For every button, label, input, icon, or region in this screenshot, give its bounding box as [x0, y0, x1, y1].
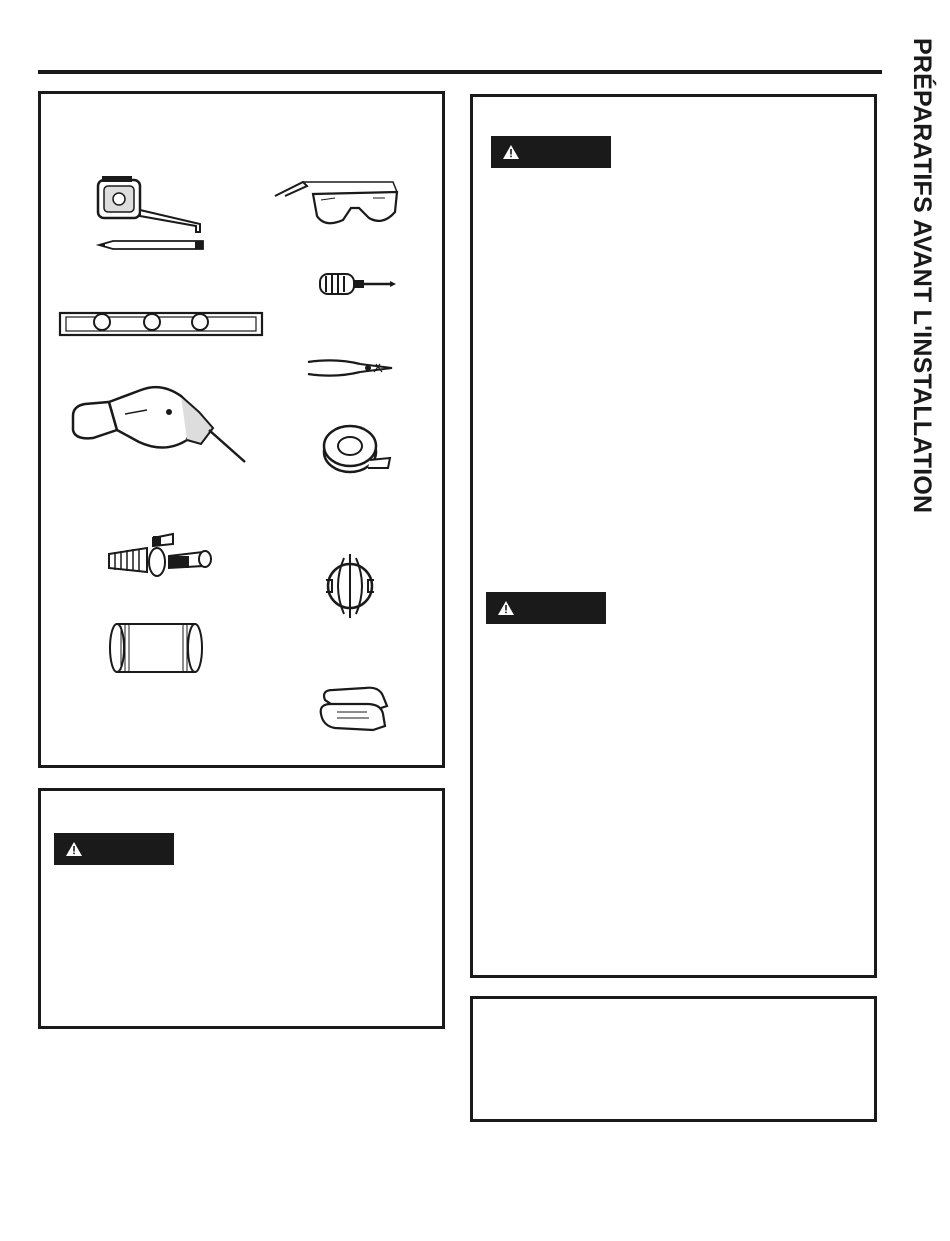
- wire-nuts-icon: [107, 532, 219, 584]
- warning-triangle-icon: [503, 145, 519, 159]
- duct-tape-icon: [320, 416, 392, 476]
- section-title-text: PRÉPARATIFS AVANT L'INSTALLATION: [908, 38, 936, 514]
- header-rule: [38, 70, 882, 74]
- warning-badge-top: [491, 136, 611, 168]
- warning-triangle-icon: [498, 601, 514, 615]
- drill-icon: [69, 384, 247, 466]
- warning-triangle-icon: [66, 842, 82, 856]
- level-icon: [58, 309, 264, 337]
- tin-snips-icon: [306, 356, 396, 380]
- duct-connector-icon: [107, 620, 207, 676]
- section-side-title: [907, 38, 947, 648]
- tools-box: [38, 91, 445, 768]
- safety-warning-box: [38, 788, 445, 1029]
- strain-relief-connector-icon: [322, 550, 380, 622]
- pencil-icon: [99, 240, 207, 250]
- safety-glasses-icon: [273, 182, 403, 232]
- installation-warning-box: [470, 94, 877, 978]
- screwdriver-icon: [318, 272, 398, 296]
- warning-badge-bottom: [486, 592, 606, 624]
- warning-badge: [54, 833, 174, 865]
- tape-measure-icon: [96, 174, 206, 234]
- note-box: [470, 996, 877, 1122]
- gloves-icon: [317, 686, 389, 732]
